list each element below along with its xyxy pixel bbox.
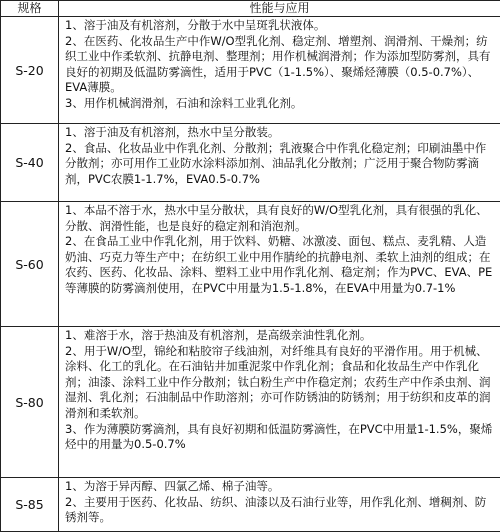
table-row	[1, 327, 500, 478]
description-cell	[59, 124, 500, 202]
table-row	[1, 202, 500, 327]
description-cell	[59, 17, 500, 124]
description-line: 3、用作机械润滑剂，石油和涂料工业乳化剂。	[65, 96, 496, 112]
description-line: 1、为溶于异丙醇、四氯乙烯、棉子油等。	[65, 479, 496, 495]
description-cell	[59, 202, 500, 327]
model-cell: S-40	[1, 124, 59, 202]
description-line: 1、难溶于水，溶于热油及有机溶剂，是高级亲油性乳化剂。	[65, 328, 496, 344]
table-row	[1, 478, 500, 532]
description-line: 2、在医药、化妆品生产中作W/O型乳化剂、稳定剂、增塑剂、润滑剂、干燥剂；纺织工业中作柔软剂、抗静电剂、整理剂；用作机械润滑剂；作为添加型防雾剂，具有良好的初期及低温防雾滴性，适用于PVC（1-1.5%）、聚烯烃薄膜（0.5-0.7%）、EVA薄膜。	[65, 34, 496, 96]
model-cell: S-80	[1, 327, 59, 478]
description-cell	[59, 327, 500, 478]
table-row	[1, 17, 500, 124]
model-cell: S-85	[1, 478, 59, 532]
description-line: 3、作为薄膜防雾滴剂，具有良好初期和低温防雾滴性，在PVC中用量1-1.5%，聚烯烃中的用量为0.5-0.7%	[65, 422, 496, 453]
description-line: 1、本品不溶于水，热水中呈分散状，具有良好的W/O型乳化剂，具有很强的乳化、分散、润滑性能，也是良好的稳定剂和消泡剂。	[65, 203, 496, 234]
model-cell: S-20	[1, 17, 59, 124]
description-line: 1、溶于油及有机溶剂，热水中呈分散装。	[65, 125, 496, 141]
model-cell: S-60	[1, 202, 59, 327]
description-line: 1、溶于油及有机溶剂，分散于水中呈斑乳状液体。	[65, 18, 496, 34]
description-line: 2、食品、化妆品业中作乳化剂、分散剂；乳液聚合中作乳化稳定剂；印刷油墨中作分散剂；亦可用作工业防水涂料添加剂、油品乳化分散剂；广泛用于聚合物防雾滴剂，PVC农膜1-1.7%，EVA0.5-0.7%	[65, 141, 496, 188]
table-row	[1, 124, 500, 202]
description-cell	[59, 478, 500, 532]
description-line: 2、在食品工业中作乳化剂，用于饮料、奶糖、冰激凌、面包、糕点、麦乳精、人造奶油、巧克力等生产中；在纺织工业中用作腈纶的抗静电剂、柔软上油剂的组成；在农药、医药、化妆品、涂料、塑料工业中用作乳化剂、稳定剂；作为PVC、EVA、PE等薄膜的防雾滴剂使用，在PVC中用量为1.5-1.8%，在EVA中用量为0.7-1%	[65, 234, 496, 296]
header-application: 性能与应用	[59, 1, 500, 17]
description-line: 2、主要用于医药、化妆品、纺织、油漆以及石油行业等，用作乳化剂、增稠剂、防锈剂等。	[65, 495, 496, 526]
description-line: 2、用于W/O型，锦纶和粘胶帘子线油剂，对纤维具有良好的平滑作用。用于机械、涂料、化工的乳化。在石油钻井加重泥浆中作乳化剂；食品和化妆品生产中作乳化剂；油漆、涂料工业中作分散剂；钛白粉生产中作稳定剂；农药生产中作杀虫剂、润湿剂、乳化剂；石油制品中作助溶剂；亦可作防锈油的防锈剂；用于纺织和皮革的润滑剂和柔软剂。	[65, 344, 496, 422]
header-row	[1, 1, 500, 17]
header-model: 规格	[1, 1, 59, 17]
